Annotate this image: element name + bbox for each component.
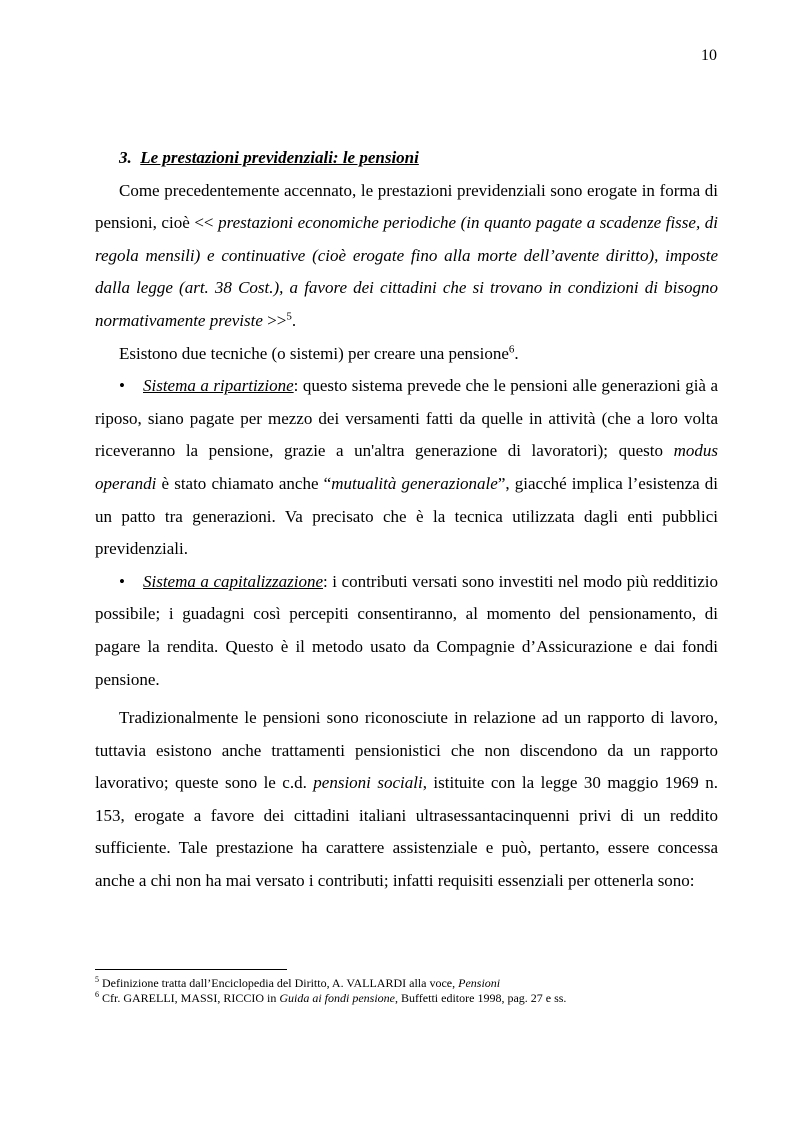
paragraph-text: . (291, 310, 297, 330)
paragraph-text: Come precedentemente accennato, le prestazioni previdenziali sono erogate in forma di pensioni, cioè << (95, 180, 718, 233)
paragraph-text: ”, giacché implica l’esistenza di un patto tra generazioni. Va precisato che è la tecnica utilizzata dagli enti pubblici previdenziali. (95, 473, 719, 559)
section-heading (95, 142, 718, 175)
paragraph-text: , istituite con la legge 30 maggio 1969 n. 153, erogate a favore dei cittadini italiani ultrasessantacinquenni privi di un reddito sufficiente. Tale prestazione ha carattere assistenziale e può, pertanto, essere concessa anche a chi non ha mai versato i contributi; infatti requisiti essenziali per ottenerla sono: (95, 773, 718, 891)
paragraph-text: . (514, 343, 519, 363)
bullet-icon: • (119, 376, 125, 396)
paragraph-text: : questo sistema prevede che le pensioni alle generazioni già a riposo, siano pagate per mezzo dei versamenti fatti da quelle in attività (che a loro volta riceveranno la pensione, grazie a un'altra generazione di lavoratori); questo (95, 376, 718, 461)
footnote-text: Definizione tratta dall’Enciclopedia del Diritto, A. VALLARDI alla voce, (99, 976, 459, 990)
page-number: 10 (701, 47, 717, 64)
term-pensioni-sociali: pensioni sociali (313, 773, 423, 793)
footnote-italic: Guida ai fondi pensione (279, 991, 396, 1005)
paragraph-text: >> (262, 310, 287, 330)
footnote-number: 6 (95, 990, 99, 999)
paragraph-text: è stato chiamato anche “ (156, 473, 332, 493)
paragraph-definition (95, 175, 718, 338)
term-modus-operandi: modus operandi (95, 441, 718, 493)
footnote-divider (95, 969, 287, 970)
section-title: Le prestazioni previdenziali: le pensioni (140, 148, 419, 167)
footnote-5 (95, 976, 718, 991)
bullet-capitalizzazione (95, 566, 718, 696)
definition-quote: prestazioni economiche periodiche (in quanto pagate a scadenze fisse, di regola mensili) e continuative (cioè erogate fino alla morte dell’avente diritto), imposte dalla legge (art. 38 Cost.), a favore dei cittadini che si trovano in condizioni di bisogno normativamente previste (95, 213, 718, 330)
paragraph-techniques (95, 338, 718, 371)
paragraph-pensioni-sociali (95, 702, 718, 898)
footnotes (95, 976, 718, 1006)
footnote-text: , Buffetti editore 1998, pag. 27 e ss. (395, 991, 567, 1005)
footnote-6 (95, 991, 718, 1006)
footnote-ref-6[interactable]: 6 (508, 342, 515, 355)
bullet-ripartizione (95, 370, 718, 566)
bullet-icon: • (119, 571, 125, 591)
term-mutualita: mutualità generazionale (331, 473, 498, 493)
term-capitalizzazione: Sistema a capitalizzazione (143, 571, 324, 591)
footnote-number: 5 (95, 975, 99, 984)
section-number: 3. (119, 148, 132, 167)
paragraph-text: Tradizionalmente le pensioni sono riconosciute in relazione ad un rapporto di lavoro, tuttavia esistono anche trattamenti pensionistici che non discendono da un rapporto lavorativo; queste sono le c.d. (95, 708, 718, 793)
footnote-ref-5[interactable]: 5 (286, 310, 292, 323)
footnote-italic: Pensioni (458, 976, 501, 990)
paragraph-text: : i contributi versati sono investiti nel modo più redditizio possibile; i guadagni così percepiti consentiranno, al momento del pensionamento, di pagare la rendita. Questo è il metodo usato da Compagnie d’Assicurazione e dai fondi pensione. (95, 571, 718, 689)
main-content (95, 142, 718, 898)
footnote-text: Cfr. GARELLI, MASSI, RICCIO in (99, 991, 280, 1005)
term-ripartizione: Sistema a ripartizione (143, 376, 294, 396)
paragraph-text: Esistono due tecniche (o sistemi) per creare una pensione (119, 343, 509, 363)
